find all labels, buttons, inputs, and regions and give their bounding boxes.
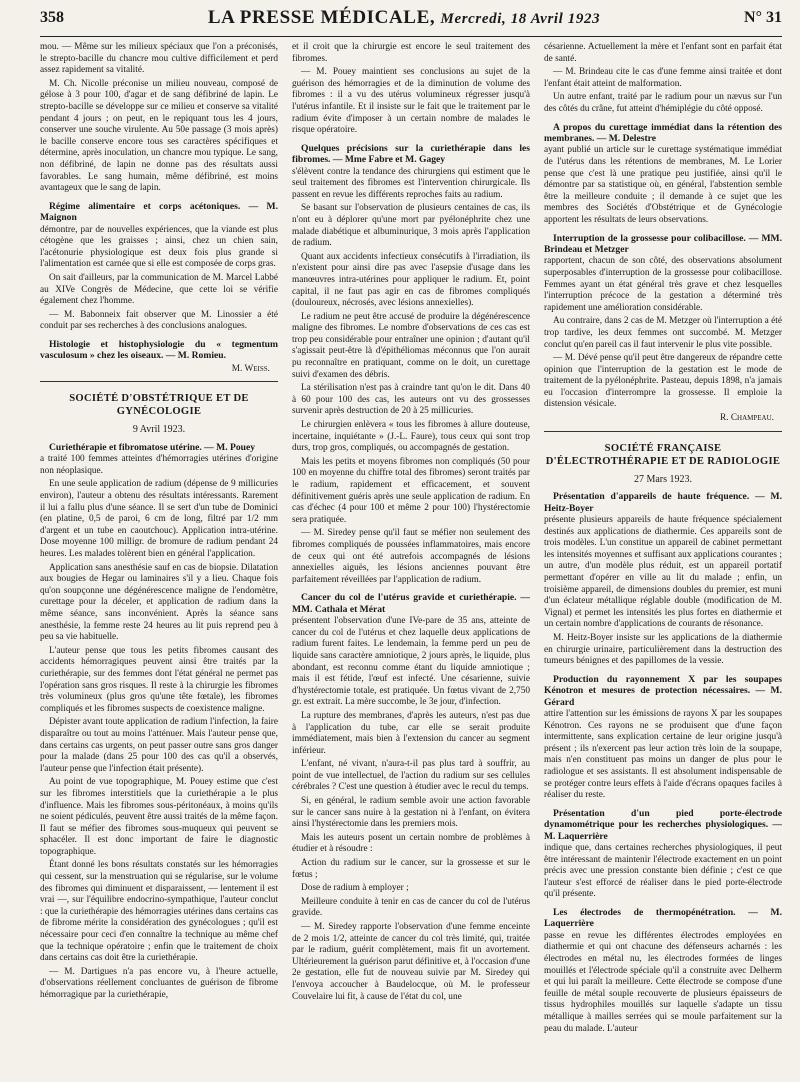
column-1: [40, 42, 278, 1077]
paragraph: Dose de radium à employer ;: [301, 883, 409, 894]
paragraph: ayant publié un article sur le curettage systématique immédiat de l'utérus dans les rétentions de membranes, M. Le Lorier pense que c'est là une pratique peu justifiée, ainsi qu'il le démontre par sa statistique où, en général, l'abstention semble être la meilleure conduite ; il demande à ce sujet que les membres des Sociétés d'Obstétrique et de Gynécologie apportent les résultats de leurs observations.: [544, 145, 782, 225]
divider: [40, 381, 278, 382]
paragraph: Mais les petits et moyens fibromes non compliqués (50 pour 100 en moyenne du chiffre total des fibromes) seront traités par le radium, rapidement et efficacement, et souvent définitivement guéris après une seule application de radium. En cas d'échec (4 pour 100 et même 2 pour 100) l'hystérectomie sera pratiquée.: [292, 456, 530, 525]
paragraph: La rupture des membranes, d'après les auteurs, n'est pas due à l'application du tube, car elle se serait produite immédiatement, mais bien à l'extension du cancer au segment inférieur.: [292, 710, 530, 756]
paragraph: Au point de vue topographique, M. Pouey estime que c'est sur les fibromes interstitiels que la curiethérapie a le plus d'influence. Mais les fibromes sous-péritonéaux, à moins qu'ils ne soient pédiculés, peuvent être aussi traités de la même façon. Il faut se méfier des fibromes sous-muqueux qui peuvent se sphacéler. Il est donc important de faire le diagnostic topographique.: [40, 777, 278, 857]
paragraph: Un autre enfant, traité par le radium pour un nævus sur l'un des côtés du crâne, fut atteint d'hémiplégie du côté opposé.: [544, 92, 782, 114]
paragraph: Le chirurgien enlèvera « tous les fibromes à allure douteuse, incertaine, inquiétante » (J.-L. Faure), tous ceux qui sont trop durs, trop gros, compliqués, ou accompagnés de gestation.: [292, 420, 530, 454]
paragraph: Dépister avant toute application de radium l'infection, la faire disparaître ou tout au moins l'atténuer. Mais l'auteur pense que, dans certains cas urgents, on peut passer outre sans gros danger pour la malade (dans 25 pour 100 des cas qu'il a observés, l'auteur pense que l'infection était présente).: [40, 717, 278, 774]
society-title-line-2: D'ÉLECTROTHÉRAPIE ET DE RADIOLOGIE: [545, 455, 781, 467]
paragraph: Application sans anesthésie sauf en cas de biopsie. Dilatation aux bougies de Hegar ou laminaires s'il y a lieu. Chaque fois qu'on soupçonne une dégénérescence maligne de l'endomètre, curettage pour la déceler, et application de radium dans la même séance, sans inconvénient. Après la séance sans anesthésie, la femme reste 24 heures au lit puis reprend peu à peu sa vie habituelle.: [40, 562, 278, 643]
section-heading: Présentation d'appareils de haute fréquence. — M. Heitz-Boyer: [544, 491, 782, 514]
section-heading: Présentation d'un pied porte-électrode dynamométrique pour les recherches physiologiques. — M. Laquerrière: [544, 807, 782, 842]
issue-date: Mercredi, 18 Avril 1923: [440, 11, 601, 27]
paragraph: Au contraire, dans 2 cas de M. Metzger où l'interruption a été trop tardive, les deux femmes ont succombé. M. Metzger conclut qu'en pareil cas il faut intervenir le plus vite possible.: [544, 316, 782, 350]
paragraph: Étant donné les bons résultats constatés sur les hémorragies qui cessent, sur la menstruation qui se régularise, sur le volume des fibromes qui diminuent et disparaissent, — lentement il est vrai —, sur l'équilibre endocrino-sympathique, l'auteur conclut : que la curiethérapie des hémorragies utérines dans certains cas de fibrome mérite la considération des gynécologues ; qu'il est nécessaire pour ceci d'en connaître la technique au même chef que la technique opératoire ; enfin que le traitement de choix dans certains cas doit être la curiethérapie.: [40, 860, 278, 964]
section-heading: Histologie et histophysiologie du « tegmentum vasculosum » chez les oiseaux. — M. Romieu.: [40, 338, 278, 362]
paragraph: En une seule application de radium (dépense de 9 millicuries environ), l'auteur a obtenu des résultats intéressants. Rarement il lui a fallu plus d'une séance. Il se sert d'un tube de Dominici (en platine, 0,5 de paroi, 6 cm de long, filtré par 1/2 mm d'argent et un tube en caoutchouc). Application intra-utérine. Dose moyenne 100 milligr. de bromure de radium pendant 24 heures. Les malades tolèrent bien en général l'application.: [40, 479, 278, 560]
society-title: SOCIÉTÉ D'OBSTÉTRIQUE ET DE GYNÉCOLOGIE: [69, 393, 249, 418]
paragraph: Action du radium sur le cancer, sur la grossesse et sur le fœtus ;: [292, 858, 530, 880]
session-date: 9 Avril 1923.: [132, 424, 186, 436]
paragraph: La stérilisation n'est pas à craindre tant qu'on le dit. Dans 40 à 60 pour 100 des cas, les auteurs ont vu des grossesses survenir après destruction de 20 à 25 millicuries.: [292, 383, 530, 417]
paragraph: — M. Dévé pense qu'il peut être dangereux de répandre cette opinion que l'interruption de la gestation est le mode de traitement de la pyélonéphrite. Pasteau, depuis 1898, n'a jamais eu l'occasion d'interrompre la grossesse. Il emploie la distension vésicale.: [544, 353, 782, 410]
paragraph: présente plusieurs appareils de haute fréquence spécialement destinés aux applications de diathermie. Ces appareils sont de trois modèles. L'un constitue un appareil de cabinet permettant les intensités moyennes et suffisant aux applications courantes ; un autre, d'un modèle plus réduit, est un appareil portatif permettant d'opérer en ville au lit du malade ; enfin, un troisième appareil, de dimensions doubles du premier, est muni d'un éclateur métallique réglable double (modification de M. Vignal) et permet les intensités les plus fortes en diathermie et un certain nombre d'applications de courants de résonance.: [544, 515, 782, 630]
journal-title: [208, 7, 600, 29]
paragraph: L'auteur pense que tous les petits fibromes causant des accidents hémorragiques peuvent ainsi être traités par la curiethérapie, sur des femmes dont l'état général ne permet pas l'opération sans gros risques. Il reste à la chirurgie les fibromes très volumineux (plus gros qu'une tête fœtale), les fibromes compliqués et les fibromes suspects de coexistence maligne.: [40, 645, 278, 714]
paragraph: Si, en général, le radium semble avoir une action favorable sur le cancer sans nuire à la gestation ni à l'enfant, on évitera ainsi l'hystérectomie dans les premiers mois.: [292, 796, 530, 830]
paragraph: M. Heitz-Boyer insiste sur les applications de la diathermie en chirurgie urinaire, particulièrement dans la destruction des tumeurs bénignes et des papillomes de la vessie.: [544, 633, 782, 667]
paragraph: présentent l'observation d'une IVe-pare de 35 ans, atteinte de cancer du col de l'utérus et chez laquelle deux applications de radium furent faites. Le lendemain, la femme perd un peu de liquide sans caractère amniotique, 2 jours après, le liquide, plus abondant, est reconnu comme étant du liquide amniotique ; mais il est fétide, l'œuf est infecté. Une césarienne, suivie d'hystérectomie totale, est pratiquée. Un fœtus vivant de 2,750 gr. est extrait. La mère succombe, le 3e jour, d'infection.: [292, 616, 530, 708]
paragraph: — M. Pouey maintient ses conclusions au sujet de la guérison des hémorragies et de la diminution de volume des fibromes : il a vu des utérus volumineux régresser jusqu'à l'utérus infantile. Et il insiste sur le fait que le traitement par le radium évite d'imposer à un certain nombre de malades le risque opératoire.: [292, 67, 530, 136]
society-title-line-1: SOCIÉTÉ FRANÇAISE: [604, 442, 722, 454]
author-signature: R. Champeau.: [720, 413, 774, 424]
section-heading: Curiethérapie et fibromatose utérine. — M. Pouey: [49, 441, 256, 453]
paragraph: — M. Dartigues n'a pas encore vu, à l'heure actuelle, d'observations réellement concluantes de guérison de fibrome hémorragique par la curiethérapie,: [40, 966, 278, 1000]
paragraph: Quant aux accidents infectieux consécutifs à l'irradiation, ils n'existent pour ainsi dire pas avec l'asepsie d'usage dans les manœuvres intra-utérines pour appliquer le radium. Et, point capital, il ne faut pas agir en cas de fibromes compliqués (douloureux, nécrosés, avec lésions annexielles).: [292, 251, 530, 309]
paragraph: Se basant sur l'observation de plusieurs centaines de cas, ils n'ont eu à déplorer qu'une mort par pyélonéphrite chez une malade diabétique et albuminurique, 3 mois après l'application de radium.: [292, 203, 530, 249]
page-number: 358: [40, 9, 64, 26]
author-signature: M. Weiss.: [231, 363, 270, 374]
paragraph: — M. Brindeau cite le cas d'une femme ainsi traitée et dont l'enfant était atteint de malformation.: [544, 67, 782, 89]
session-date: 27 Mars 1923.: [633, 473, 693, 485]
paragraph: attire l'attention sur les émissions de rayons X par les soupapes Kénotron. Ces rayons ne se produisent que d'une façon intermittente, sans explication certaine de leur origine jusqu'à présent ; ils n'exercent pas leur action très loin de la soupape, mais n'en constituent pas moins un danger de plus pour le radiologue et ses assistants. Il est absolument indispensable de se protéger contre leurs effets à l'aide d'écrans opaques faciles à réaliser du reste.: [544, 709, 782, 801]
column-3: [544, 42, 782, 1077]
section-heading: Interruption de la grossesse pour colibacillose. — MM. Brindeau et Metzger: [544, 232, 782, 255]
divider: [544, 431, 782, 432]
paragraph: passe en revue les différentes électrodes employées en diathermie et qui ont chacune des défenseurs acharnés : les électrodes en métal nu, les électrodes formées de linges mouillés et l'électrode spéciale qu'il a construite avec Delherm et qui lui paraît la meilleure. Cette électrode se compose d'une feuille de métal souple recouverte de plusieurs épaisseurs de tissus hydrophiles mouillés sur laquelle s'adapte un tissu métallique à mailles serrées qui se moule parfaitement sur la peau du malade. L'auteur: [544, 930, 782, 1034]
column-2: [292, 42, 530, 1077]
paragraph: L'enfant, né vivant, n'aura-t-il pas plus tard à souffrir, au point de vue intellectuel, de l'action du radium sur ses cellules cérébrales ? C'est une question à étudier avec le recul du temps.: [292, 759, 530, 793]
paragraph: démontre, par de nouvelles expériences, que la viande est plus cétogène que les graisses ; ainsi, chez un chien sain, l'acétonurie physiologique est deux fois plus grande si l'alimentation est carnée que si elle est composée de corps gras.: [40, 224, 278, 270]
paragraph: M. Ch. Nicolle préconise un milieu nouveau, composé de gélose à 3 pour 100, d'agar et de sang défibriné de lapin. Le strepto-bacille se développe sur ce milieu et conserve sa vitalité pendant 4 jours ; on peut, en le repiquant tous les 4 jours, conserver une souche virulente. Au 50e passage (3 mois après) le bacille conserve encore tous ses caractères spécifiques et détermine, après inoculation, un chancre mou typique. Le sang, non défibriné, de lapin ne donne pas des résultats aussi favorables. Le sang humain, même défibriné, est moins avantageux que le sang de lapin.: [40, 78, 278, 194]
paragraph: césarienne. Actuellement la mère et l'enfant sont en parfait état de santé.: [544, 42, 782, 64]
paragraph: a traité 100 femmes atteintes d'hémorragies utérines d'origine non néoplasique.: [40, 454, 278, 476]
journal-name: LA PRESSE MÉDICALE,: [207, 7, 436, 28]
paragraph: Meilleure conduite à tenir en cas de cancer du col de l'utérus gravide.: [292, 896, 530, 919]
paragraph: rapportent, chacun de son côté, des observations absolument superposables d'interruption de la grossesse pour colibacillose. Femmes ayant un état général très grave et chez lesquelles l'interruption précoce de la gestation a déterminé très rapidement une amélioration considérable.: [544, 256, 782, 313]
paragraph: — M. Siredey pense qu'il faut se méfier non seulement des fibromes compliqués de poussées inflammatoires, mais encore de ceux qui ont été autrefois accompagnés de lésions annexielles aiguës, les lésions anciennes pouvant être parfaitement réveillées par l'application de radium.: [292, 528, 530, 585]
paragraph: indique que, dans certaines recherches physiologiques, il peut être intéressant de maintenir l'électrode exactement en un point précis avec une pression constante bien définie ; c'est ce que l'auteur s'est efforcé de réaliser dans le pied porte-électrode qu'il présente.: [544, 842, 782, 900]
masthead: [40, 0, 782, 37]
paragraph: s'élèvent contre la tendance des chirurgiens qui estiment que le seul traitement des fibromes est l'intervention chirurgicale. Ils passent en revue les différents reproches faits au radium.: [292, 166, 530, 200]
paragraph: — M. Siredey rapporte l'observation d'une femme enceinte de 2 mois 1/2, atteinte de cancer du col très limité, qui, traitée par le radium, guérit complètement, mais fit un avortement. Ultérieurement la guérison parut définitive et, à l'occasion d'une 2e gestation, elle fut de nouveau suivie par M. Siredey qui l'envoya accoucher à Baudelocque, où M. le professeur Couvelaire lui fit, à cause de l'état du col, une: [292, 922, 530, 1002]
paragraph: — M. Babonneix fait observer que M. Linossier a été conduit par ses recherches à des conclusions analogues.: [40, 309, 278, 332]
article-columns: [40, 37, 782, 1077]
section-heading: Production du rayonnement X par les soupapes Kénotron et mesures de protection nécessaires. — M. Gérard: [544, 673, 782, 708]
paragraph: On sait d'ailleurs, par la communication de M. Marcel Labbé au XIVe Congrès de Médecine, que cette loi se vérifie également chez l'homme.: [40, 272, 278, 307]
section-heading: Régime alimentaire et corps acétoniques. — M. Maignon: [40, 200, 278, 224]
paragraph: mou. — Même sur les milieux spéciaux que l'on a préconisés, le strepto-bacille du chancre mou cultive difficilement et perd assez rapidement sa vitalité.: [40, 42, 278, 76]
paragraph: et il croit que la chirurgie est encore le seul traitement des fibromes.: [292, 42, 530, 64]
section-heading: Les électrodes de thermopénétration. — M. Laquerrière: [544, 906, 782, 930]
section-heading: A propos du curettage immédiat dans la rétention des membranes. — M. Delestre: [544, 121, 782, 144]
section-heading: Cancer du col de l'utérus gravide et curiethérapie. — MM. Cathala et Mérat: [292, 592, 530, 615]
section-heading: Quelques précisions sur la curiethérapie dans les fibromes. — Mme Fabre et M. Gagey: [292, 142, 530, 166]
issue-number: N° 31: [744, 9, 782, 26]
paragraph: Le radium ne peut être accusé de produire la dégénérescence maligne des fibromes. Le nombre d'observations de ces cas est trop peu considérable pour entraîner une opinion ; d'autant qu'il s'agissait peut-être là d'épithéliomas méconnus que l'on aurait pu reconnaître en pratiquant, comme on le doit, un curettage suivi d'examen des débris.: [292, 311, 530, 380]
paragraph: Mais les auteurs posent un certain nombre de problèmes à étudier et à résoudre :: [292, 832, 530, 855]
society-title: [544, 442, 782, 468]
